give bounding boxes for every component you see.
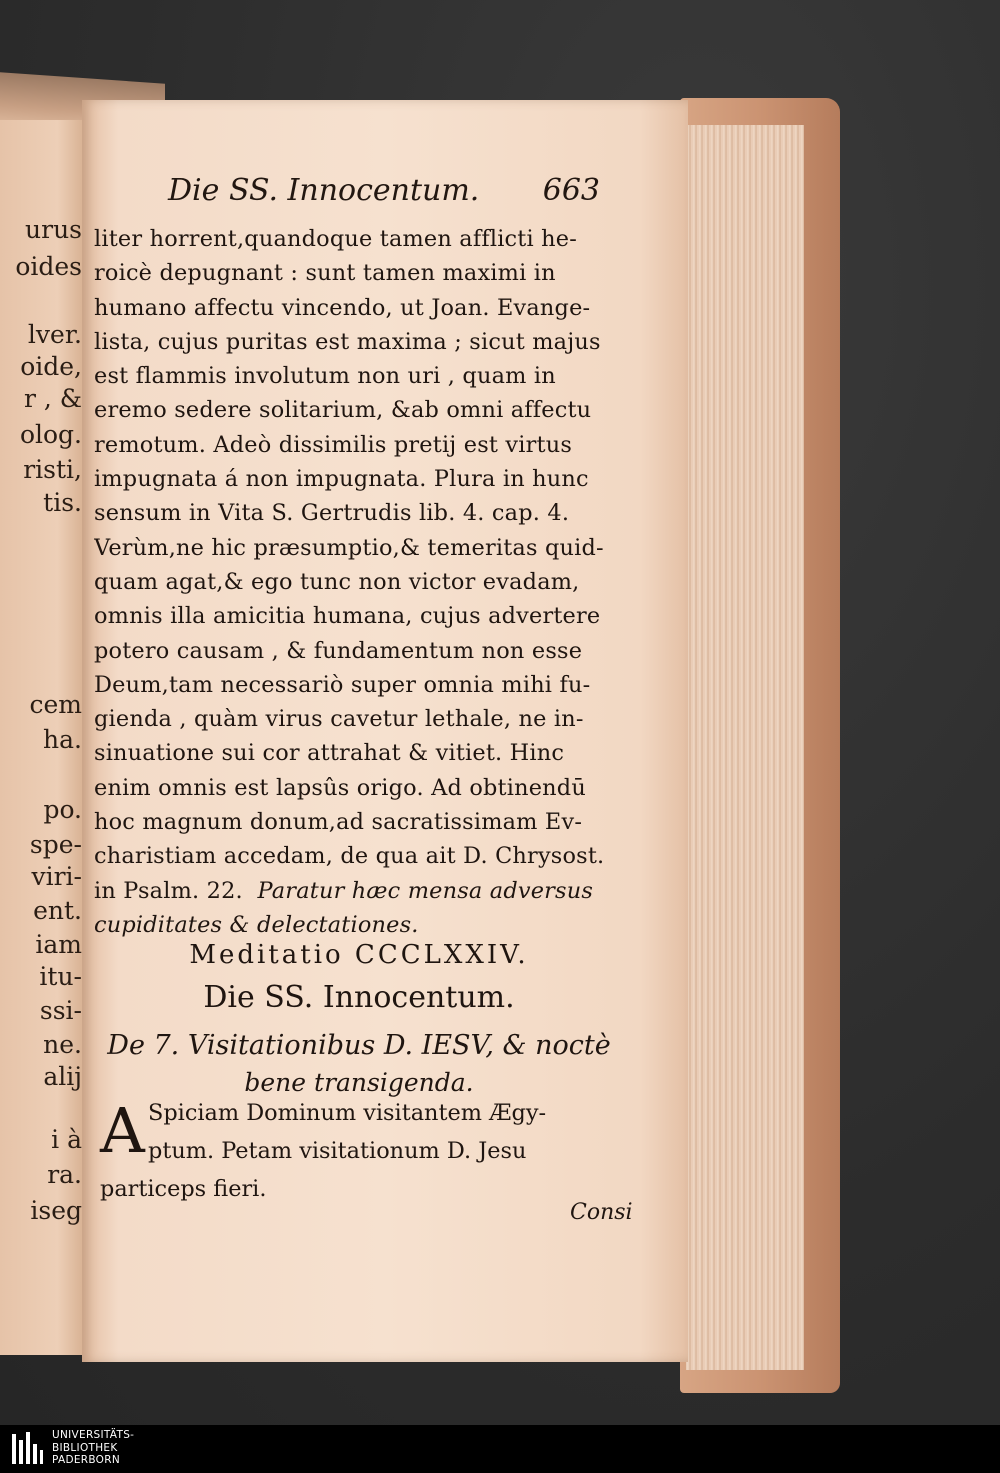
library-logo-text — [52, 1429, 134, 1467]
body-line: roicè depugnant : sunt tamen maximi in — [94, 260, 556, 287]
body-line: remotum. Adeò dissimilis pretij est virtus — [94, 431, 573, 458]
left-page-fragment: oide, — [20, 352, 82, 381]
left-page-fragment: cem — [29, 690, 82, 719]
page-block-edges — [686, 125, 804, 1370]
body-line: sensum in Vita S. Gertrudis lib. 4. cap. 4. — [94, 500, 570, 527]
left-page-fragment: urus — [25, 215, 82, 244]
logo-text-line: PADERBORN — [52, 1454, 120, 1466]
body-line: Verùm,ne hic præsumptio,& temeritas quid- — [94, 534, 604, 561]
running-head — [168, 173, 600, 211]
left-page-fragment: spe- — [29, 830, 82, 859]
body-line: impugnata á non impugnata. Plura in hunc — [94, 466, 589, 493]
left-page-fragment: i à — [51, 1125, 82, 1154]
body-line: liter horrent,quandoque tamen afflicti he- — [94, 226, 578, 252]
left-page-fragment: olog. — [19, 420, 82, 449]
body-line: quam agat,& ego tunc non victor evadam, — [94, 568, 580, 595]
body-line: gienda , quàm virus cavetur lethale, ne in- — [94, 706, 584, 733]
page-number: 663 — [542, 173, 600, 208]
body-line: eremo sedere solitarium, &ab omni affectu — [94, 397, 592, 424]
left-page-fragment: iseg — [30, 1196, 82, 1225]
drop-cap: A — [100, 1094, 145, 1167]
meditatio-heading: Meditatio CCCLXXIV. — [189, 940, 529, 970]
footer-bar — [0, 1425, 1000, 1473]
left-page-fragment: ra. — [47, 1160, 82, 1189]
left-page-fragment: alij — [43, 1062, 82, 1091]
logo-text-line: UNIVERSITÄTS- — [52, 1429, 135, 1441]
body-text — [94, 222, 624, 942]
body-line-italic: Paratur hæc mensa adversus — [257, 877, 594, 904]
logo-text-line: BIBLIOTHEK — [52, 1441, 118, 1454]
body-line-text: in Psalm. 22. — [94, 877, 243, 904]
catchword: Consi — [570, 1200, 633, 1225]
left-page-fragment: po. — [43, 795, 82, 824]
left-page-fragment: viri- — [31, 862, 82, 891]
body-line: hoc magnum donum,ad sacratissimam Ev- — [94, 809, 583, 836]
body-line: charistiam accedam, de qua ait D. Chrysost. — [94, 843, 605, 870]
body-line: enim omnis est lapsûs origo. Ad obtinendū — [94, 774, 586, 801]
left-page-fragment: ha. — [43, 725, 82, 754]
body-line: sinuatione sui cor attrahat & vitiet. Hinc — [94, 740, 565, 767]
left-page-fragment: iam — [35, 930, 82, 959]
left-page-fragment: ssi- — [39, 996, 82, 1025]
subtitle-line-2: bene transigenda. — [244, 1068, 474, 1097]
left-page-fragment: oides — [15, 252, 82, 281]
die-heading: Die SS. Innocentum. — [203, 980, 515, 1015]
left-page-fragment: ne. — [43, 1030, 82, 1059]
body-line: Deum,tam necessariò super omnia mihi fu- — [94, 671, 591, 698]
left-page-fragment: ent. — [33, 896, 82, 925]
left-page-fragment: itu- — [39, 962, 82, 991]
body-line: cupiditates & delectationes. — [94, 911, 419, 938]
body-line: est flammis involutum non uri , quam in — [94, 363, 556, 390]
left-page-fragment: r , & — [23, 384, 82, 413]
body-line — [94, 874, 624, 908]
body-line: lista, cujus puritas est maxima ; sicut majus — [94, 328, 601, 355]
body-line: humano affectu vincendo, ut Joan. Evange- — [94, 294, 591, 321]
body-line: omnis illa amicitia humana, cujus advertere — [94, 603, 601, 630]
running-head-title: Die SS. Innocentum. — [168, 173, 480, 208]
library-logo-icon — [10, 1430, 44, 1468]
left-page-fragment: tis. — [43, 488, 82, 517]
paragraph-line: particeps fieri. — [100, 1176, 267, 1202]
body-line: potero causam , & fundamentum non esse — [94, 637, 583, 664]
left-page-fragment: lver. — [27, 320, 82, 349]
subtitle-line-1: De 7. Visitationibus D. IESV, & noctè — [107, 1030, 611, 1061]
paragraph-line: Spiciam Dominum visitantem Ægy- — [148, 1100, 547, 1126]
paragraph-line: ptum. Petam visitationum D. Jesu — [148, 1138, 527, 1164]
left-page-fragment: risti, — [23, 455, 82, 484]
